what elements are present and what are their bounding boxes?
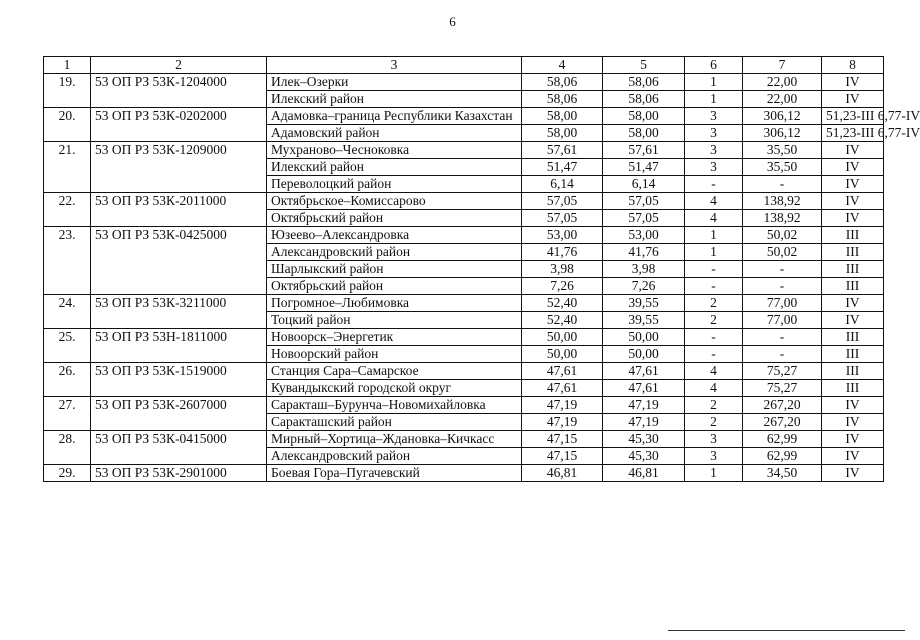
value-cell: - [743, 329, 822, 346]
length-paved-cell: 58,00 [603, 108, 685, 125]
length-total-cell: 50,00 [522, 329, 603, 346]
category-cell: IV [822, 431, 884, 448]
road-name-cell: Илек–Озерки [267, 74, 522, 91]
row-number-cell: 19. [44, 74, 91, 108]
road-name-cell: Мухраново–Чесноковка [267, 142, 522, 159]
column-header-7: 7 [743, 57, 822, 74]
road-name-cell: Новоорский район [267, 346, 522, 363]
value-cell: 50,02 [743, 227, 822, 244]
category-cell: IV [822, 74, 884, 91]
length-total-cell: 57,61 [522, 142, 603, 159]
row-number-cell: 24. [44, 295, 91, 329]
length-total-cell: 58,06 [522, 74, 603, 91]
value-cell: 35,50 [743, 159, 822, 176]
count-cell: 1 [685, 74, 743, 91]
value-cell: 35,50 [743, 142, 822, 159]
road-code-cell: 53 ОП РЗ 53К-1519000 [91, 363, 267, 397]
road-name-cell: Мирный–Хортица–Ждановка–Кичкасс [267, 431, 522, 448]
count-cell: - [685, 329, 743, 346]
length-total-cell: 50,00 [522, 346, 603, 363]
category-cell: 51,23-III 6,77-IV [822, 125, 884, 142]
category-cell: III [822, 278, 884, 295]
count-cell: - [685, 176, 743, 193]
count-cell: 4 [685, 210, 743, 227]
value-cell: 75,27 [743, 380, 822, 397]
value-cell: 22,00 [743, 74, 822, 91]
length-total-cell: 47,61 [522, 363, 603, 380]
road-name-cell: Тоцкий район [267, 312, 522, 329]
row-number-cell: 25. [44, 329, 91, 363]
length-total-cell: 3,98 [522, 261, 603, 278]
category-cell: III [822, 346, 884, 363]
category-cell: IV [822, 210, 884, 227]
table-row [44, 465, 884, 482]
length-paved-cell: 57,05 [603, 193, 685, 210]
length-total-cell: 57,05 [522, 210, 603, 227]
category-cell: III [822, 329, 884, 346]
value-cell: 62,99 [743, 431, 822, 448]
category-cell: 51,23-III 6,77-IV [822, 108, 884, 125]
length-paved-cell: 51,47 [603, 159, 685, 176]
road-code-cell: 53 ОП РЗ 53К-1209000 [91, 142, 267, 193]
length-total-cell: 58,00 [522, 125, 603, 142]
table-row [44, 295, 884, 312]
value-cell: 138,92 [743, 193, 822, 210]
count-cell: 1 [685, 465, 743, 482]
road-name-cell: Саракташский район [267, 414, 522, 431]
value-cell: 22,00 [743, 91, 822, 108]
length-total-cell: 47,15 [522, 431, 603, 448]
count-cell: 1 [685, 91, 743, 108]
road-code-cell: 53 ОП РЗ 53К-2901000 [91, 465, 267, 482]
value-cell: 50,02 [743, 244, 822, 261]
road-name-cell: Октябрьский район [267, 278, 522, 295]
count-cell: 1 [685, 244, 743, 261]
road-name-cell: Боевая Гора–Пугачевский [267, 465, 522, 482]
length-total-cell: 58,06 [522, 91, 603, 108]
road-code-cell: 53 ОП РЗ 53К-0415000 [91, 431, 267, 465]
road-name-cell: Новоорск–Энергетик [267, 329, 522, 346]
category-cell: IV [822, 448, 884, 465]
length-total-cell: 58,00 [522, 108, 603, 125]
category-cell: IV [822, 159, 884, 176]
value-cell: - [743, 261, 822, 278]
row-number-cell: 27. [44, 397, 91, 431]
road-name-cell: Погромное–Любимовка [267, 295, 522, 312]
row-number-cell: 22. [44, 193, 91, 227]
column-header-5: 5 [603, 57, 685, 74]
table-row [44, 193, 884, 210]
value-cell: - [743, 278, 822, 295]
road-name-cell: Илекский район [267, 91, 522, 108]
road-name-cell: Октябрьское–Комиссарово [267, 193, 522, 210]
value-cell: - [743, 346, 822, 363]
row-number-cell: 20. [44, 108, 91, 142]
category-cell: IV [822, 465, 884, 482]
count-cell: 4 [685, 380, 743, 397]
road-name-cell: Адамовка–граница Республики Казахстан [267, 108, 522, 125]
length-paved-cell: 7,26 [603, 278, 685, 295]
column-header-1: 1 [44, 57, 91, 74]
category-cell: IV [822, 142, 884, 159]
column-header-2: 2 [91, 57, 267, 74]
length-total-cell: 47,15 [522, 448, 603, 465]
length-paved-cell: 47,61 [603, 363, 685, 380]
value-cell: 138,92 [743, 210, 822, 227]
table-row [44, 108, 884, 125]
length-total-cell: 47,19 [522, 414, 603, 431]
category-cell: III [822, 244, 884, 261]
table-row [44, 363, 884, 380]
row-number-cell: 29. [44, 465, 91, 482]
length-paved-cell: 57,61 [603, 142, 685, 159]
length-total-cell: 52,40 [522, 312, 603, 329]
length-paved-cell: 58,00 [603, 125, 685, 142]
length-paved-cell: 53,00 [603, 227, 685, 244]
length-paved-cell: 58,06 [603, 74, 685, 91]
table-row [44, 74, 884, 91]
road-name-cell: Переволоцкий район [267, 176, 522, 193]
length-paved-cell: 39,55 [603, 312, 685, 329]
length-total-cell: 52,40 [522, 295, 603, 312]
category-cell: III [822, 380, 884, 397]
value-cell: 267,20 [743, 414, 822, 431]
column-header-6: 6 [685, 57, 743, 74]
count-cell: - [685, 261, 743, 278]
value-cell: 267,20 [743, 397, 822, 414]
length-total-cell: 46,81 [522, 465, 603, 482]
road-code-cell: 53 ОП РЗ 53К-2607000 [91, 397, 267, 431]
column-header-3: 3 [267, 57, 522, 74]
table-row [44, 431, 884, 448]
length-total-cell: 53,00 [522, 227, 603, 244]
road-code-cell: 53 ОП РЗ 53К-3211000 [91, 295, 267, 329]
row-number-cell: 28. [44, 431, 91, 465]
length-total-cell: 57,05 [522, 193, 603, 210]
roads-table [43, 56, 920, 482]
length-paved-cell: 46,81 [603, 465, 685, 482]
length-paved-cell: 58,06 [603, 91, 685, 108]
length-paved-cell: 3,98 [603, 261, 685, 278]
category-cell: IV [822, 295, 884, 312]
count-cell: 3 [685, 125, 743, 142]
value-cell: 77,00 [743, 312, 822, 329]
category-cell: IV [822, 414, 884, 431]
count-cell: 4 [685, 193, 743, 210]
length-total-cell: 41,76 [522, 244, 603, 261]
length-paved-cell: 45,30 [603, 448, 685, 465]
category-cell: III [822, 227, 884, 244]
road-name-cell: Станция Сара–Самарское [267, 363, 522, 380]
road-code-cell: 53 ОП РЗ 53К-0202000 [91, 108, 267, 142]
length-paved-cell: 50,00 [603, 346, 685, 363]
length-paved-cell: 50,00 [603, 329, 685, 346]
count-cell: - [685, 346, 743, 363]
roads-table-body [44, 57, 920, 482]
count-cell: 2 [685, 397, 743, 414]
road-name-cell: Кувандыкский городской округ [267, 380, 522, 397]
category-cell: III [822, 261, 884, 278]
count-cell: 3 [685, 448, 743, 465]
count-cell: - [685, 278, 743, 295]
category-cell: IV [822, 91, 884, 108]
length-total-cell: 6,14 [522, 176, 603, 193]
length-paved-cell: 6,14 [603, 176, 685, 193]
length-total-cell: 47,61 [522, 380, 603, 397]
road-name-cell: Александровский район [267, 448, 522, 465]
category-cell: IV [822, 397, 884, 414]
length-total-cell: 47,19 [522, 397, 603, 414]
count-cell: 2 [685, 312, 743, 329]
count-cell: 3 [685, 142, 743, 159]
count-cell: 2 [685, 295, 743, 312]
road-name-cell: Адамовский район [267, 125, 522, 142]
category-cell: IV [822, 176, 884, 193]
road-code-cell: 53 ОП РЗ 53Н-1811000 [91, 329, 267, 363]
count-cell: 1 [685, 227, 743, 244]
column-header-4: 4 [522, 57, 603, 74]
length-total-cell: 7,26 [522, 278, 603, 295]
value-cell: 306,12 [743, 125, 822, 142]
length-paved-cell: 47,19 [603, 397, 685, 414]
count-cell: 3 [685, 159, 743, 176]
length-paved-cell: 39,55 [603, 295, 685, 312]
table-row [44, 142, 884, 159]
value-cell: 34,50 [743, 465, 822, 482]
road-name-cell: Александровский район [267, 244, 522, 261]
table-row [44, 329, 884, 346]
count-cell: 4 [685, 363, 743, 380]
road-code-cell: 53 ОП РЗ 53К-1204000 [91, 74, 267, 108]
length-paved-cell: 47,61 [603, 380, 685, 397]
road-code-cell: 53 ОП РЗ 53К-2011000 [91, 193, 267, 227]
road-code-cell: 53 ОП РЗ 53К-0425000 [91, 227, 267, 295]
category-cell: IV [822, 193, 884, 210]
value-cell: 77,00 [743, 295, 822, 312]
value-cell: 75,27 [743, 363, 822, 380]
length-total-cell: 51,47 [522, 159, 603, 176]
table-header-row [44, 57, 884, 74]
road-name-cell: Илекский район [267, 159, 522, 176]
value-cell: 306,12 [743, 108, 822, 125]
row-number-cell: 26. [44, 363, 91, 397]
count-cell: 3 [685, 431, 743, 448]
category-cell: IV [822, 312, 884, 329]
road-name-cell: Саракташ–Бурунча–Новомихайловка [267, 397, 522, 414]
footer-rule [668, 630, 905, 631]
value-cell: - [743, 176, 822, 193]
page-number: 6 [449, 14, 456, 29]
count-cell: 2 [685, 414, 743, 431]
category-cell: III [822, 363, 884, 380]
length-paved-cell: 41,76 [603, 244, 685, 261]
road-name-cell: Октябрьский район [267, 210, 522, 227]
row-number-cell: 21. [44, 142, 91, 193]
table-row [44, 397, 884, 414]
count-cell: 3 [685, 108, 743, 125]
value-cell: 62,99 [743, 448, 822, 465]
length-paved-cell: 57,05 [603, 210, 685, 227]
table-row [44, 227, 884, 244]
length-paved-cell: 47,19 [603, 414, 685, 431]
row-number-cell: 23. [44, 227, 91, 295]
length-paved-cell: 45,30 [603, 431, 685, 448]
column-header-8: 8 [822, 57, 884, 74]
road-name-cell: Шарлыкский район [267, 261, 522, 278]
road-name-cell: Юзеево–Александровка [267, 227, 522, 244]
